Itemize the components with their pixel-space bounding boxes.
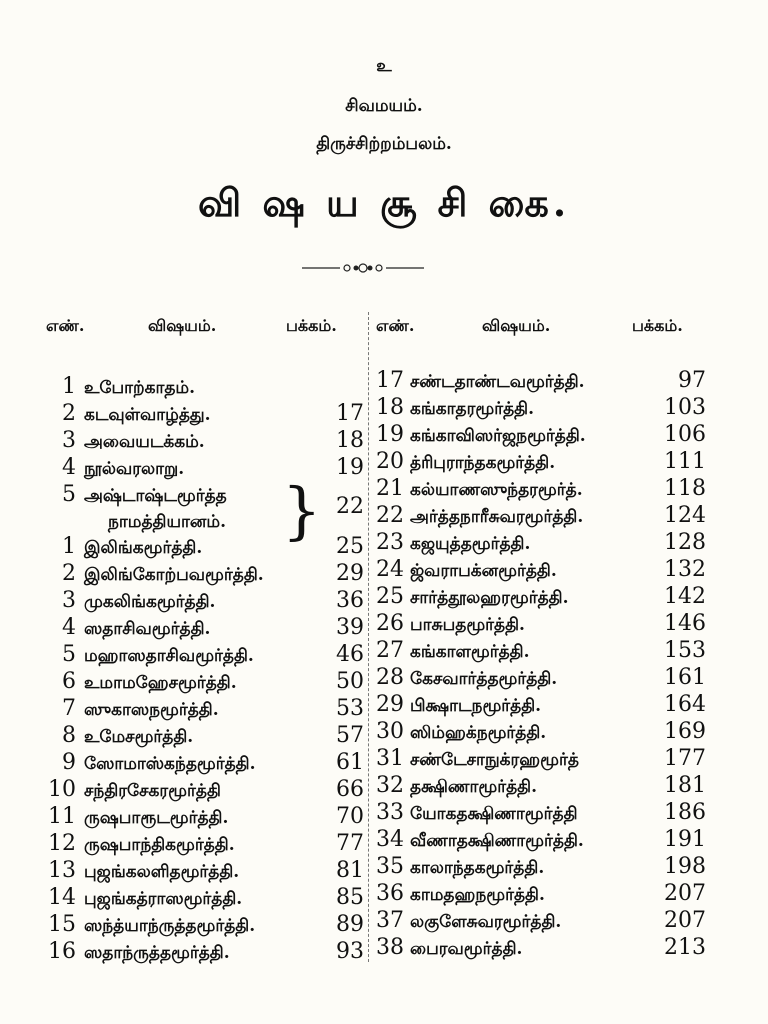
entry-number: 4 bbox=[62, 455, 76, 480]
entry-page: 153 bbox=[664, 638, 706, 663]
entry-number: 16 bbox=[48, 939, 76, 964]
entry-number: 28 bbox=[376, 665, 404, 690]
entry-page: 161 bbox=[664, 665, 706, 690]
left-col-num-header: எண். bbox=[46, 316, 85, 335]
entry-title: அர்த்தநாரீசுவரமூர்த்தி. bbox=[410, 507, 584, 527]
entry-number: 37 bbox=[376, 908, 404, 933]
entry-title: ஸுகாஸநமூர்த்தி. bbox=[84, 700, 219, 720]
entry-number: 24 bbox=[376, 557, 404, 582]
entry-page: 66 bbox=[336, 777, 364, 802]
entry-page: 128 bbox=[664, 530, 706, 555]
entry-page: 118 bbox=[664, 476, 706, 501]
entry-title: தக்ஷிணாமூர்த்தி. bbox=[410, 777, 538, 797]
entry-title: கல்யாணஸுந்தரமூர்த். bbox=[410, 480, 583, 500]
entry-number: 1 bbox=[62, 534, 76, 559]
entry-title: கேசவார்த்தமூர்த்தி. bbox=[410, 669, 558, 689]
entry-page: 181 bbox=[664, 773, 706, 798]
entry-title: கங்காளமூர்த்தி. bbox=[410, 642, 530, 662]
entry-title: மஹாஸதாசிவமூர்த்தி. bbox=[84, 646, 254, 666]
brace-symbol: } bbox=[282, 474, 322, 547]
entry-number: 2 bbox=[62, 561, 76, 586]
entry-page: 142 bbox=[664, 584, 706, 609]
entry-title: கஜயுத்தமூர்த்தி. bbox=[410, 534, 531, 554]
entry-number: 3 bbox=[62, 588, 76, 613]
entry-number: 11 bbox=[48, 804, 76, 829]
entry-title: ஸோமாஸ்கந்தமூர்த்தி. bbox=[84, 754, 256, 774]
entry-page: 81 bbox=[336, 858, 364, 883]
entry-number: 2 bbox=[62, 401, 76, 426]
entry-title: பிக்ஷாடநமூர்த்தி. bbox=[410, 696, 542, 716]
entry-page: 77 bbox=[336, 831, 364, 856]
entry-title: சண்டேசாநுக்ரஹமூர்த் bbox=[410, 750, 579, 770]
entry-page: 103 bbox=[664, 395, 706, 420]
invocation-line-2: திருச்சிற்றம்பலம். bbox=[316, 134, 452, 154]
entry-page: 70 bbox=[336, 804, 364, 829]
entry-number: 7 bbox=[62, 696, 76, 721]
entry-number: 33 bbox=[376, 800, 404, 825]
entry-page: 85 bbox=[336, 885, 364, 910]
column-divider bbox=[368, 312, 369, 962]
entry-title: பாசுபதமூர்த்தி. bbox=[410, 615, 525, 635]
entry-page: 18 bbox=[336, 428, 364, 453]
entry-number: 32 bbox=[376, 773, 404, 798]
entry-page: 177 bbox=[664, 746, 706, 771]
invocation-line: சிவமயம். bbox=[345, 96, 423, 116]
entry-number: 5 bbox=[62, 482, 76, 507]
entry-title: புஜங்கலளிதமூர்த்தி. bbox=[84, 862, 240, 882]
entry-title: லகுளேசுவரமூர்த்தி. bbox=[410, 912, 562, 932]
entry-number: 14 bbox=[48, 885, 76, 910]
entry-title: அவையடக்கம். bbox=[84, 432, 205, 452]
entry-number: 38 bbox=[376, 935, 404, 960]
entry-number: 13 bbox=[48, 858, 76, 883]
entry-page: 146 bbox=[664, 611, 706, 636]
entry-number: 25 bbox=[376, 584, 404, 609]
entry-page: 169 bbox=[664, 719, 706, 744]
entry-title: கங்காவிஸர்ஜநமூர்த்தி. bbox=[410, 426, 586, 446]
entry-page: 97 bbox=[678, 368, 706, 393]
entry-title: முகலிங்கமூர்த்தி. bbox=[84, 592, 216, 612]
entry-number: 31 bbox=[376, 746, 404, 771]
entry-title: ஸதாந்ருத்தமூர்த்தி. bbox=[84, 943, 230, 963]
entry-title: ஸதாசிவமூர்த்தி. bbox=[84, 619, 211, 639]
entry-title: உபோற்காதம். bbox=[84, 378, 196, 398]
entry-page: 29 bbox=[336, 561, 364, 586]
entry-title: இலிங்கமூர்த்தி. bbox=[84, 538, 203, 558]
entry-title: கடவுள்வாழ்த்து. bbox=[84, 405, 211, 425]
entry-number: 18 bbox=[376, 395, 404, 420]
invocation-mark: உ bbox=[376, 56, 392, 76]
entry-page: 53 bbox=[336, 696, 364, 721]
entry-title: யோகதக்ஷிணாமூர்த்தி bbox=[410, 804, 578, 824]
entry-title: கங்காதரமூர்த்தி. bbox=[410, 399, 535, 419]
entry-number: 12 bbox=[48, 831, 76, 856]
entry-title: அஷ்டாஷ்டமூர்த்த bbox=[84, 486, 227, 506]
entry-title: ஸந்த்யாந்ருத்தமூர்த்தி. bbox=[84, 916, 256, 936]
left-col-subject-header: விஷயம். bbox=[148, 316, 217, 335]
entry-title: உமேசமூர்த்தி. bbox=[84, 727, 194, 747]
right-col-subject-header: விஷயம். bbox=[482, 316, 551, 335]
entry-title: சண்டதாண்டவமூர்த்தி. bbox=[410, 372, 585, 392]
entry-number: 8 bbox=[62, 723, 76, 748]
entry-number: 23 bbox=[376, 530, 404, 555]
left-col-page-header: பக்கம். bbox=[286, 316, 337, 335]
entry-title: சந்திரசேகரமூர்த்தி bbox=[84, 781, 221, 801]
entry-title: த்ரிபுராந்தகமூர்த்தி. bbox=[410, 453, 556, 473]
entry-page: 61 bbox=[336, 750, 364, 775]
entry-number: 22 bbox=[376, 503, 404, 528]
entry-title: காமதஹநமூர்த்தி. bbox=[410, 885, 545, 905]
entry-number: 34 bbox=[376, 827, 404, 852]
right-col-page-header: பக்கம். bbox=[632, 316, 683, 335]
entry-page: 164 bbox=[664, 692, 706, 717]
entry-page: 124 bbox=[664, 503, 706, 528]
entry-page: 89 bbox=[336, 912, 364, 937]
entry-page: 106 bbox=[664, 422, 706, 447]
title-ornament bbox=[300, 262, 426, 274]
entry-number: 29 bbox=[376, 692, 404, 717]
page-title: வி ஷ ய சூ சி கை. bbox=[197, 180, 571, 225]
entry-title: உமாமஹேசமூர்த்தி. bbox=[84, 673, 237, 693]
entry-page: 22 bbox=[336, 494, 364, 519]
entry-title: ஜ்வராபக்னமூர்த்தி. bbox=[410, 561, 557, 581]
entry-number: 19 bbox=[376, 422, 404, 447]
entry-page: 191 bbox=[664, 827, 706, 852]
entry-number: 3 bbox=[62, 428, 76, 453]
entry-page: 19 bbox=[336, 455, 364, 480]
table-row bbox=[370, 935, 710, 966]
entry-number: 4 bbox=[62, 615, 76, 640]
entry-title: புஜங்கத்ராஸமூர்த்தி. bbox=[84, 889, 243, 909]
right-col-num-header: எண். bbox=[376, 316, 415, 335]
entry-number: 15 bbox=[48, 912, 76, 937]
entry-page: 198 bbox=[664, 854, 706, 879]
entry-page: 111 bbox=[664, 449, 706, 474]
entry-page: 93 bbox=[336, 939, 364, 964]
entry-title: ருஷபாந்திகமூர்த்தி. bbox=[84, 835, 235, 855]
entry-page: 39 bbox=[336, 615, 364, 640]
entry-page: 36 bbox=[336, 588, 364, 613]
table-row bbox=[0, 939, 368, 970]
entry-number: 20 bbox=[376, 449, 404, 474]
entry-page: 17 bbox=[336, 401, 364, 426]
entry-title: வீணாதக்ஷிணாமூர்த்தி. bbox=[410, 831, 584, 851]
entry-number: 10 bbox=[48, 777, 76, 802]
entry-page: 57 bbox=[336, 723, 364, 748]
entry-number: 6 bbox=[62, 669, 76, 694]
entry-title: காலாந்தகமூர்த்தி. bbox=[410, 858, 545, 878]
entry-number: 36 bbox=[376, 881, 404, 906]
entry-number: 5 bbox=[62, 642, 76, 667]
entry-page: 186 bbox=[664, 800, 706, 825]
entry-page: 213 bbox=[664, 935, 706, 960]
entry-title: இலிங்கோற்பவமூர்த்தி. bbox=[84, 565, 264, 585]
entry-page: 207 bbox=[664, 881, 706, 906]
entry-title: நூல்வரலாறு. bbox=[84, 459, 185, 479]
entry-page: 50 bbox=[336, 669, 364, 694]
entry-number: 27 bbox=[376, 638, 404, 663]
entry-number: 35 bbox=[376, 854, 404, 879]
entry-title: ருஷபாரூடமூர்த்தி. bbox=[84, 808, 229, 828]
entry-page: 132 bbox=[664, 557, 706, 582]
entry-page: 25 bbox=[336, 534, 364, 559]
entry-number: 21 bbox=[376, 476, 404, 501]
entry-title-continued: நாமத்தியானம். bbox=[108, 512, 227, 532]
entry-number: 1 bbox=[62, 374, 76, 399]
entry-title: பைரவமூர்த்தி. bbox=[410, 939, 523, 959]
entry-number: 30 bbox=[376, 719, 404, 744]
entry-page: 46 bbox=[336, 642, 364, 667]
entry-page: 207 bbox=[664, 908, 706, 933]
entry-title: ஸிம்ஹக்நமூர்த்தி. bbox=[410, 723, 547, 743]
entry-number: 9 bbox=[62, 750, 76, 775]
entry-number: 17 bbox=[376, 368, 404, 393]
entry-number: 26 bbox=[376, 611, 404, 636]
entry-title: சார்த்தூலஹரமூர்த்தி. bbox=[410, 588, 569, 608]
